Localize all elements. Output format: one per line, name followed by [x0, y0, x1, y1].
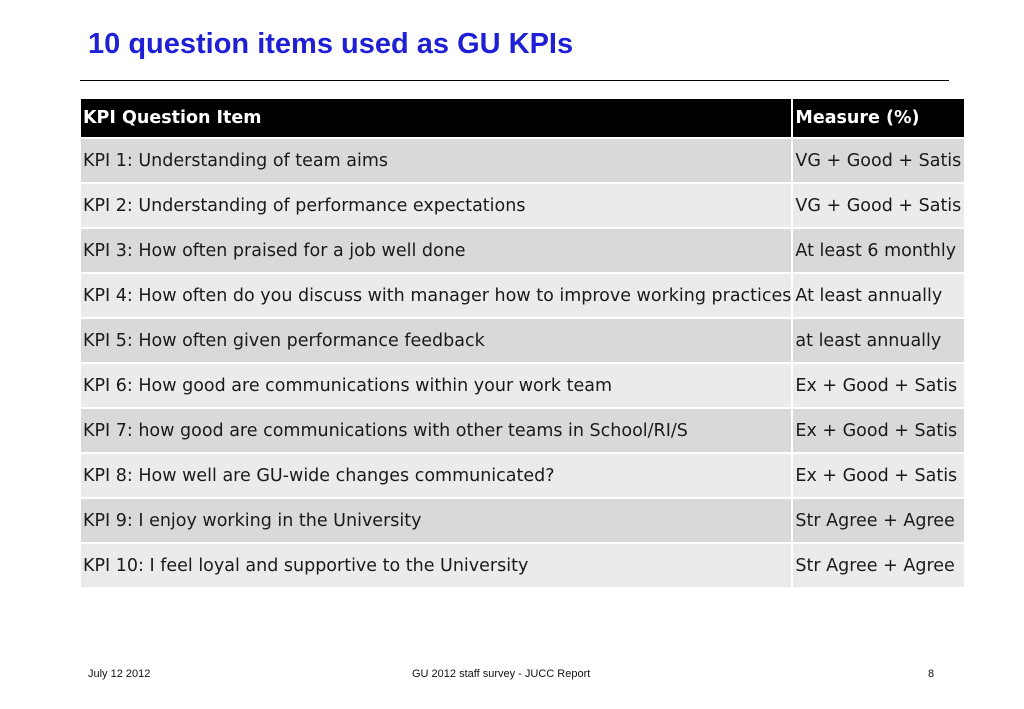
- kpi-question-cell: KPI 2: Understanding of performance expectations: [81, 183, 792, 228]
- table-row: [81, 453, 964, 498]
- measure-cell: Str Agree + Agree: [792, 543, 964, 587]
- footer-report-title: GU 2012 staff survey - JUCC Report: [412, 668, 591, 680]
- kpi-question-cell: KPI 9: I enjoy working in the University: [81, 498, 792, 543]
- kpi-question-cell: KPI 3: How often praised for a job well done: [81, 228, 792, 273]
- kpi-table: [81, 99, 964, 587]
- kpi-question-cell: KPI 1: Understanding of team aims: [81, 138, 792, 183]
- table-row: [81, 408, 964, 453]
- slide-title: 10 question items used as GU KPIs: [88, 28, 574, 60]
- table-row: [81, 363, 964, 408]
- measure-cell: at least annually: [792, 318, 964, 363]
- measure-cell: VG + Good + Satis: [792, 138, 964, 183]
- table-row: [81, 318, 964, 363]
- measure-cell: At least 6 monthly: [792, 228, 964, 273]
- measure-cell: VG + Good + Satis: [792, 183, 964, 228]
- measure-cell: Ex + Good + Satis: [792, 453, 964, 498]
- header-measure: Measure (%): [792, 99, 964, 138]
- footer-page-number: 8: [928, 668, 935, 680]
- measure-cell: Str Agree + Agree: [792, 498, 964, 543]
- kpi-question-cell: KPI 10: I feel loyal and supportive to the University: [81, 543, 792, 587]
- kpi-question-cell: KPI 5: How often given performance feedback: [81, 318, 792, 363]
- table-header-row: [81, 99, 964, 138]
- measure-cell: At least annually: [792, 273, 964, 318]
- table-row: [81, 138, 964, 183]
- table-row: [81, 498, 964, 543]
- kpi-question-cell: KPI 7: how good are communications with other teams in School/RI/S: [81, 408, 792, 453]
- table-row: [81, 183, 964, 228]
- kpi-question-cell: KPI 8: How well are GU-wide changes communicated?: [81, 453, 792, 498]
- measure-cell: Ex + Good + Satis: [792, 363, 964, 408]
- measure-cell: Ex + Good + Satis: [792, 408, 964, 453]
- title-divider: [80, 80, 949, 81]
- table-row: [81, 228, 964, 273]
- kpi-question-cell: KPI 4: How often do you discuss with manager how to improve working practices: [81, 273, 792, 318]
- table-row: [81, 273, 964, 318]
- header-kpi-question-item: KPI Question Item: [81, 99, 792, 138]
- kpi-question-cell: KPI 6: How good are communications within your work team: [81, 363, 792, 408]
- table-row: [81, 543, 964, 587]
- footer-date: July 12 2012: [88, 668, 151, 680]
